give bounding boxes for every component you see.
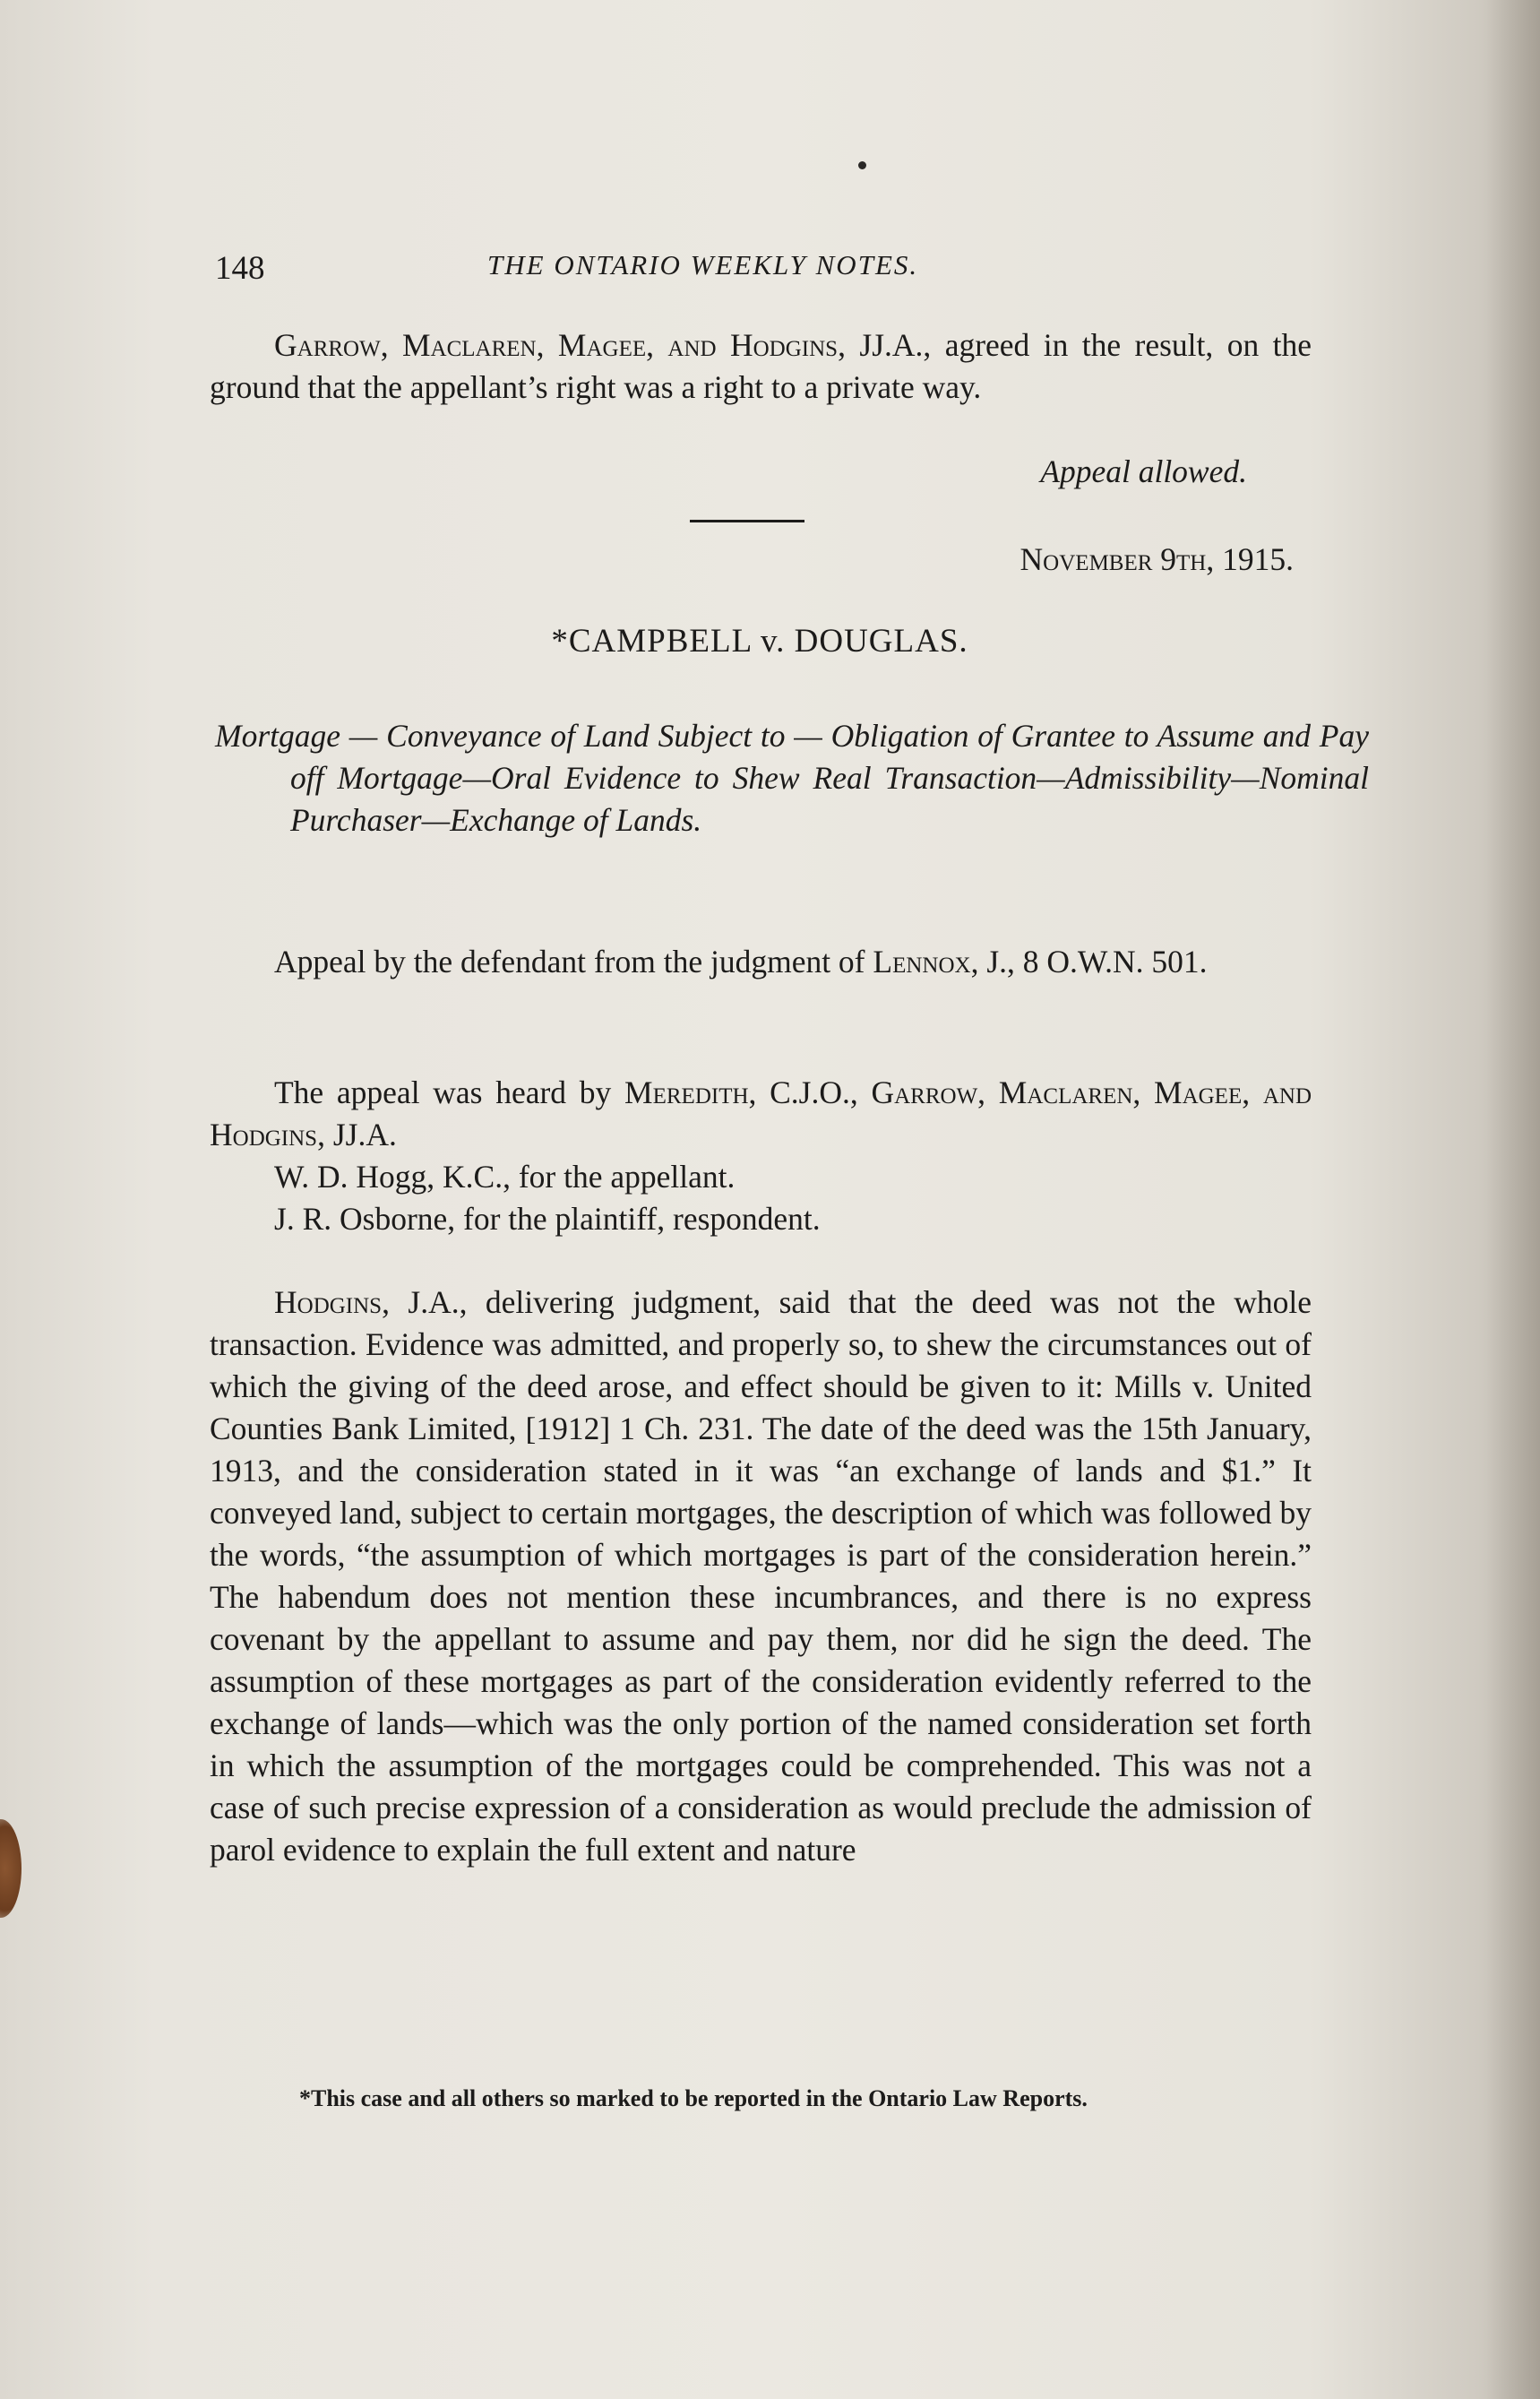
- counsel-respondent: J. R. Osborne, for the plaintiff, respondent.: [274, 1201, 821, 1237]
- judgment-text: , J.A., delivering judgment, said that the deed was not the whole transaction. Evidence was admitted, and properly so, to shew the circumstances out of which the giving of the deed arose, and effect should be given to it: Mills v. United Counties Bank Limited, [1912] 1 Ch. 231. The date of the deed was the 15th January, 1913, and the consideration stated in it was “an exchange of lands and $1.” It conveyed land, subject to certain mortgages, the description of which was followed by the words, “the assumption of which mortgages is part of the consideration herein.” The habendum does not mention these incumbrances, and there is no express covenant by the appellant to assume and pay them, nor did he sign the deed. The assumption of these mortgages as part of the consideration evidently referred to the exchange of lands—which was the only portion of the named consideration set forth in which the assumption of the mortgages could be comprehended. This was not a case of such precise expression of a consideration as would preclude the admission of parol evidence to explain the full extent and nature: [210, 1284, 1312, 1868]
- appeal-paragraph: [210, 941, 1312, 983]
- section-rule: [690, 520, 804, 522]
- case-title: *CAMPBELL v. DOUGLAS.: [551, 623, 968, 660]
- hearing-paragraph: [210, 1072, 1312, 1156]
- appeal-suffix: , J., 8 O.W.N. 501.: [970, 944, 1208, 979]
- headnote: Mortgage — Conveyance of Land Subject to — Obligation of Grantee to Assume and Pay off Mortgage—Oral Evidence to Shew Real Transaction—Admissibility—Nominal Purchaser—Exchange of Lands.: [215, 718, 1369, 838]
- page-header: [215, 242, 1308, 296]
- concurrence-paragraph: [210, 324, 1312, 409]
- decision-date: November 9th, 1915.: [1019, 541, 1294, 577]
- judgment-paragraph: [210, 1281, 1312, 1871]
- concurring-judges: Garrow, Maclaren, Magee, and Hodgins: [274, 327, 839, 363]
- binding-stain: [0, 1819, 22, 1918]
- page-gutter-shadow: [1486, 0, 1540, 2399]
- hearing-prefix: The appeal was heard by: [274, 1074, 625, 1110]
- concurrence-text: , JJ.A., agreed in the result, on the ground that the appellant’s right was a right to a private way.: [210, 327, 1312, 405]
- appeal-prefix: Appeal by the defendant from the judgment of: [274, 944, 873, 979]
- hearing-judges: Meredith, C.J.O., Garrow, Maclaren, Magee, and Hodgins, JJ.A.: [210, 1074, 1312, 1152]
- running-title: THE ONTARIO WEEKLY NOTES.: [487, 249, 919, 280]
- judgment-judge: Hodgins: [274, 1284, 383, 1320]
- ink-speck: [858, 161, 866, 169]
- disposition: Appeal allowed.: [1040, 453, 1247, 489]
- footnote: *This case and all others so marked to be reported in the Ontario Law Reports.: [299, 2085, 1088, 2111]
- trial-judge: Lennox: [873, 944, 971, 979]
- page-number: 148: [215, 250, 265, 287]
- counsel-appellant: W. D. Hogg, K.C., for the appellant.: [274, 1159, 736, 1195]
